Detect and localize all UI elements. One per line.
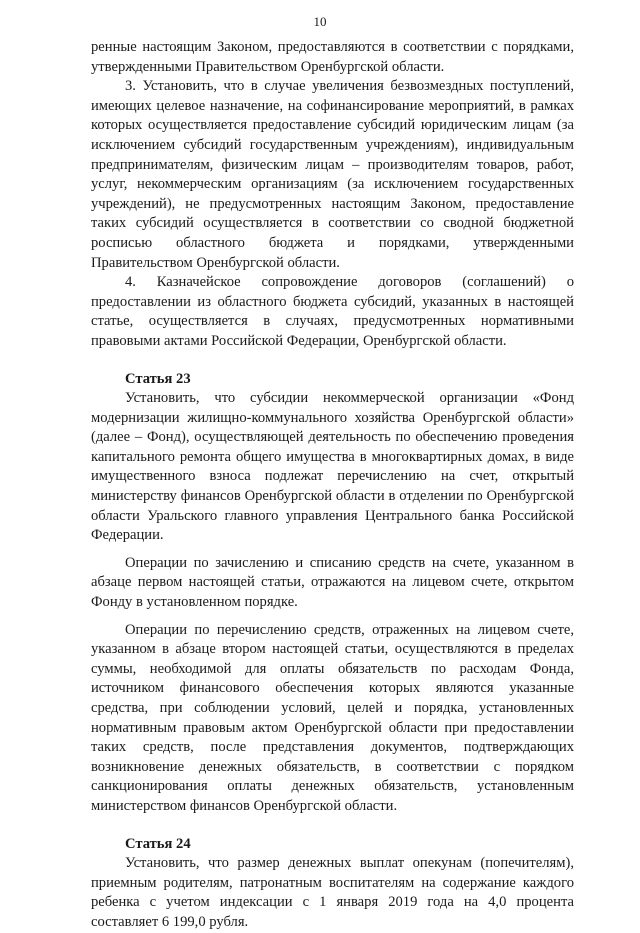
paragraph-clause-3: 3. Установить, что в случае увеличения безвозмездных поступлений, имеющих целевое назначение, на софинансирование мероприятий, в рамках которых осуществляется предоставление субсидий юридическим лицам (за исключением субсидий государственным учреждениям), индивидуальным предпринимателям, физическим лицам – производителям товаров, работ, услуг, некоммерческим организациям (за исключением государственных учреждений), не предусмотренных настоящим Законом, предоставление таких субсидий осуществляется в соответствии со сводной бюджетной росписью областного бюджета и порядками, утвержденными Правительством Оренбургской области.	[91, 78, 574, 271]
article-23-paragraph-1: Установить, что субсидии некоммерческой организации «Фонд модернизации жилищно-коммунального хозяйства Оренбургской области» (далее – Фонд), осуществляющей деятельность по обеспечению проведения капитального ремонта общего имущества в многоквартирных домах, в виде имущественного взноса подлежат перечислению на счет, открытый министерству финансов Оренбургской области в отделении по Оренбургской области Уральского главного управления Центрального банка Российской Федерации.	[91, 390, 574, 544]
article-24-heading: Статья 24	[125, 835, 191, 852]
article-23-paragraph-3: Операции по перечислению средств, отраженных на лицевом счете, указанном в абзаце втором настоящей статьи, осуществляются в пределах суммы, необходимой для оплаты обязательств по расходам Фонда, источником финансового обеспечения которых являются указанные средства, при соблюдении условий, целей и порядка, установленных нормативным правовым актом Оренбургской области при предоставлении таких средств, после представления документов, подтверждающих возникновение денежных обязательств, в соответствии с порядком санкционирования оплаты денежных обязательств, установленным министерством финансов Оренбургской области.	[91, 621, 574, 814]
paragraph-continuation: ренные настоящим Законом, предоставляются в соответствии с порядками, утвержденными Правительством Оренбургской области.	[91, 39, 574, 75]
page-number: 10	[313, 14, 327, 29]
paragraph-clause-4: 4. Казначейское сопровождение договоров (соглашений) о предоставлении из областного бюджета субсидий, указанных в настоящей статье, осуществляется в случаях, предусмотренных нормативными правовыми актами Российской Федерации, Оренбургской области.	[91, 274, 574, 349]
article-23-paragraph-2: Операции по зачислению и списанию средств на счете, указанном в абзаце первом настоящей статьи, отражаются на лицевом счете, открытом Фонду в установленном порядке.	[91, 554, 574, 611]
article-24-paragraph-1: Установить, что размер денежных выплат опекунам (попечителям), приемным родителям, патронатным воспитателям на содержание каждого ребенка с учетом индексации с 1 января 2019 года на 4,0 процента составляет 6 199,0 рубля.	[91, 855, 574, 930]
article-23-heading: Статья 23	[125, 370, 191, 387]
document-body	[91, 38, 574, 933]
